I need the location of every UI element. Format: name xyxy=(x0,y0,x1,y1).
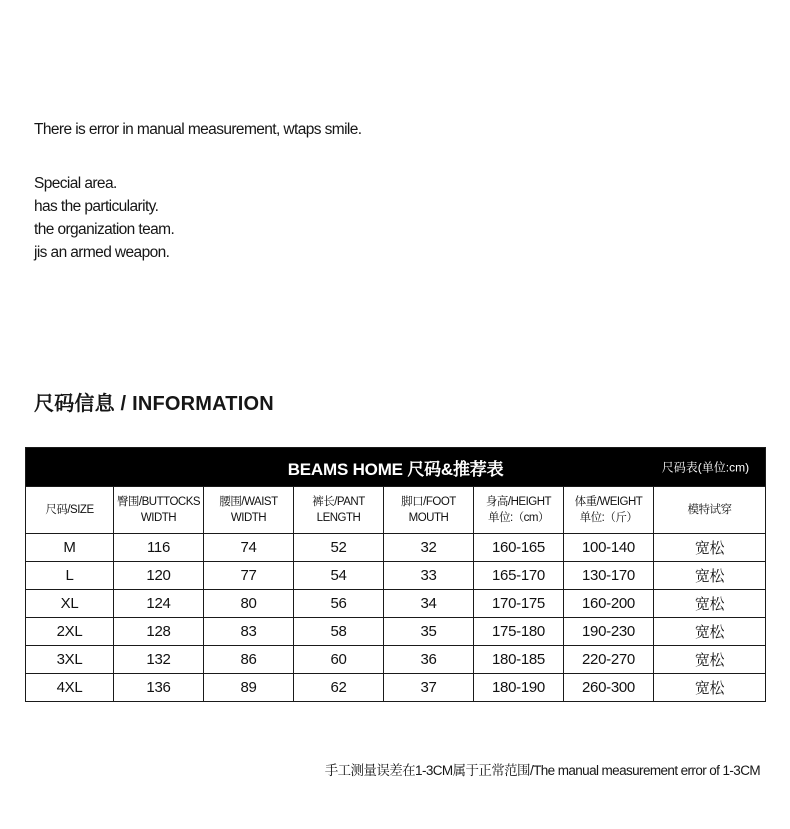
column-header xyxy=(114,487,204,534)
column-header-text: 单位:（cm） xyxy=(487,512,550,524)
disclaimer-text: There is error in manual measurement, wtaps smile. xyxy=(34,121,362,138)
intro-line: has the particularity. xyxy=(34,198,159,215)
table-cell: 58 xyxy=(294,618,384,646)
table-cell: 175-180 xyxy=(474,618,564,646)
table-cell: 60 xyxy=(294,646,384,674)
column-header xyxy=(294,487,384,534)
table-cell: 220-270 xyxy=(564,646,654,674)
table-row xyxy=(26,590,766,618)
column-header xyxy=(474,487,564,534)
table-row xyxy=(26,646,766,674)
intro-line: Special area. xyxy=(34,175,117,192)
table-cell: 37 xyxy=(384,674,474,702)
column-header-text: 裤长/PANT xyxy=(312,496,365,508)
table-cell: 宽松 xyxy=(654,562,766,590)
intro-line: the organization team. xyxy=(34,221,175,238)
table-cell: 35 xyxy=(384,618,474,646)
table-cell: 宽松 xyxy=(654,534,766,562)
table-cell: 宽松 xyxy=(654,618,766,646)
table-cell: 180-190 xyxy=(474,674,564,702)
footer-note: 手工测量误差在1-3CM属于正常范围/The manual measurement error of 1-3CM xyxy=(324,763,760,778)
table-cell: 34 xyxy=(384,590,474,618)
column-header-text: 腰围/WAIST xyxy=(219,496,278,508)
table-title-cell xyxy=(26,448,766,487)
size-cell: 3XL xyxy=(26,646,114,674)
table-cell: 80 xyxy=(204,590,294,618)
table-cell: 130-170 xyxy=(564,562,654,590)
table-cell: 宽松 xyxy=(654,590,766,618)
table-cell: 32 xyxy=(384,534,474,562)
table-cell: 宽松 xyxy=(654,646,766,674)
table-cell: 74 xyxy=(204,534,294,562)
column-header-text: 身高/HEIGHT xyxy=(485,496,552,508)
column-header xyxy=(564,487,654,534)
size-cell: 2XL xyxy=(26,618,114,646)
table-row xyxy=(26,618,766,646)
table-title-row xyxy=(26,448,766,487)
table-cell: 62 xyxy=(294,674,384,702)
size-chart xyxy=(25,447,765,702)
size-cell: XL xyxy=(26,590,114,618)
table-row xyxy=(26,674,766,702)
table-cell: 52 xyxy=(294,534,384,562)
table-cell: 120 xyxy=(114,562,204,590)
table-title: BEAMS HOME 尺码&推荐表 xyxy=(287,459,504,479)
table-cell: 180-185 xyxy=(474,646,564,674)
column-header xyxy=(26,487,114,534)
table-row xyxy=(26,534,766,562)
table-cell: 260-300 xyxy=(564,674,654,702)
section-heading: 尺码信息 / INFORMATION xyxy=(34,393,274,415)
column-header-text: 脚口/FOOT xyxy=(401,496,456,508)
column-header xyxy=(384,487,474,534)
table-cell: 100-140 xyxy=(564,534,654,562)
column-header-text: 模特试穿 xyxy=(687,504,732,516)
column-header-text: MOUTH xyxy=(408,512,449,524)
table-cell: 89 xyxy=(204,674,294,702)
table-header-row xyxy=(26,487,766,534)
table-cell: 124 xyxy=(114,590,204,618)
column-header-text: 体重/WEIGHT xyxy=(574,496,643,508)
column-header-text: 单位:（斤） xyxy=(579,512,638,524)
table-cell: 116 xyxy=(114,534,204,562)
table-cell: 83 xyxy=(204,618,294,646)
column-header-text: 臀围/BUTTOCKS xyxy=(116,496,201,508)
table-cell: 128 xyxy=(114,618,204,646)
table-unit: 尺码表(单位:cm) xyxy=(661,460,750,475)
table-cell: 77 xyxy=(204,562,294,590)
column-header xyxy=(204,487,294,534)
table-cell: 136 xyxy=(114,674,204,702)
column-header-text: WIDTH xyxy=(230,512,267,524)
table-cell: 86 xyxy=(204,646,294,674)
size-cell: M xyxy=(26,534,114,562)
size-cell: L xyxy=(26,562,114,590)
table-cell: 33 xyxy=(384,562,474,590)
column-header xyxy=(654,487,766,534)
table-cell: 170-175 xyxy=(474,590,564,618)
size-cell: 4XL xyxy=(26,674,114,702)
column-header-text: 尺码/SIZE xyxy=(45,504,94,516)
table-cell: 36 xyxy=(384,646,474,674)
table-row xyxy=(26,562,766,590)
table-cell: 190-230 xyxy=(564,618,654,646)
table-cell: 56 xyxy=(294,590,384,618)
column-header-text: LENGTH xyxy=(316,512,361,524)
intro-line: jis an armed weapon. xyxy=(34,244,170,261)
size-table xyxy=(25,447,766,702)
column-header-text: WIDTH xyxy=(140,512,177,524)
table-cell: 160-165 xyxy=(474,534,564,562)
table-cell: 132 xyxy=(114,646,204,674)
table-cell: 54 xyxy=(294,562,384,590)
table-cell: 165-170 xyxy=(474,562,564,590)
table-cell: 160-200 xyxy=(564,590,654,618)
table-cell: 宽松 xyxy=(654,674,766,702)
